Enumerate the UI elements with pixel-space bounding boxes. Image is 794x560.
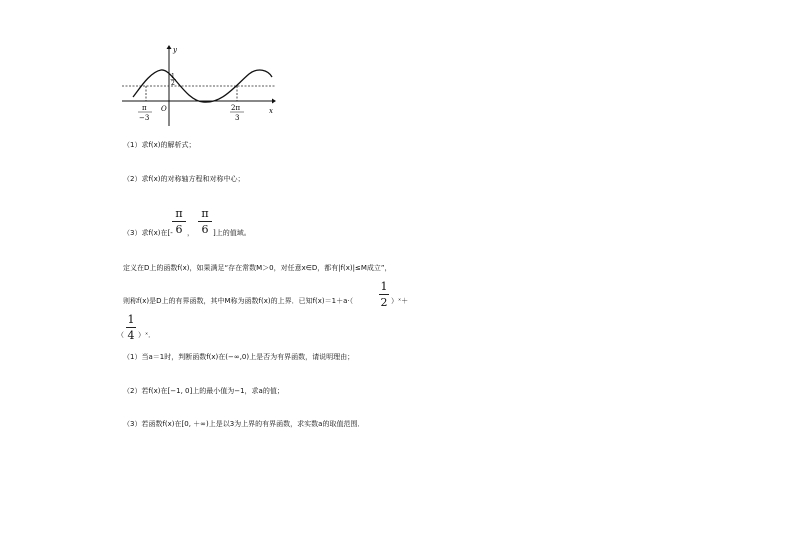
origin-label: O bbox=[161, 105, 167, 113]
x-axis-arrow bbox=[272, 99, 276, 104]
question-1-3-suffix: ]上的值域。 bbox=[213, 229, 251, 237]
fraction-one-quarter-denominator: 4 bbox=[127, 329, 135, 342]
right-tick-numerator: 2π bbox=[231, 104, 241, 112]
q3-fraction-1-denominator: 6 bbox=[175, 223, 183, 236]
q3-fraction-2-denominator: 6 bbox=[201, 223, 209, 236]
q3-fraction-1 bbox=[172, 208, 186, 236]
section-2-intro: 定义在D上的函数f(x)，如果满足“存在常数M＞0，对任意x∈D，都有|f(x)|≤M成立”， bbox=[123, 264, 392, 272]
question-1-3-comma: ， bbox=[187, 229, 194, 237]
half-numerator: 1 bbox=[171, 73, 175, 80]
question-2-2: （2）若f(x)在[−1, 0]上的最小值为−1，求a的值； bbox=[123, 387, 284, 395]
q3-fraction-1-numerator: π bbox=[175, 207, 183, 220]
left-tick-denominator: −3 bbox=[139, 114, 150, 122]
fraction-one-half-numerator: 1 bbox=[380, 280, 388, 293]
half-denominator: 2 bbox=[171, 80, 175, 87]
x-axis-label: x bbox=[269, 107, 273, 115]
q3-fraction-2 bbox=[198, 208, 212, 236]
right-tick-denominator: 3 bbox=[235, 114, 240, 122]
question-2-3: （3）若函数f(x)在[0, ＋∞)上是以3为上界的有界函数，求实数a的取值范围． bbox=[123, 420, 365, 428]
section-2-line-2: 则称f(x)是D上的有界函数，其中M称为函数f(x)的上界．已知f(x)＝1＋a·（ bbox=[123, 297, 354, 305]
question-1-1: （1）求f(x)的解析式； bbox=[123, 141, 196, 149]
fraction-one-quarter-numerator: 1 bbox=[127, 313, 135, 326]
left-tick-numerator: π bbox=[142, 104, 147, 112]
fraction-one-half-denominator: 2 bbox=[380, 296, 388, 309]
question-2-1: （1）当a＝1时，判断函数f(x)在(−∞,0)上是否为有界函数，请说明理由； bbox=[123, 353, 355, 361]
question-1-2: （2）求f(x)的对称轴方程和对称中心； bbox=[123, 175, 245, 183]
section-2-line-2-tail: ）ˣ＋ bbox=[391, 297, 409, 305]
section-2-line-3-open: （ bbox=[117, 331, 124, 339]
fraction-one-half bbox=[379, 281, 389, 309]
y-axis-arrow bbox=[167, 45, 172, 49]
q3-fraction-2-numerator: π bbox=[201, 207, 209, 220]
section-2-line-3-tail: ）ˣ． bbox=[138, 331, 156, 339]
question-1-3-prefix: （3）求f(x)在[- bbox=[123, 229, 173, 237]
y-axis-label: y bbox=[173, 46, 177, 54]
fraction-one-quarter bbox=[126, 314, 136, 342]
